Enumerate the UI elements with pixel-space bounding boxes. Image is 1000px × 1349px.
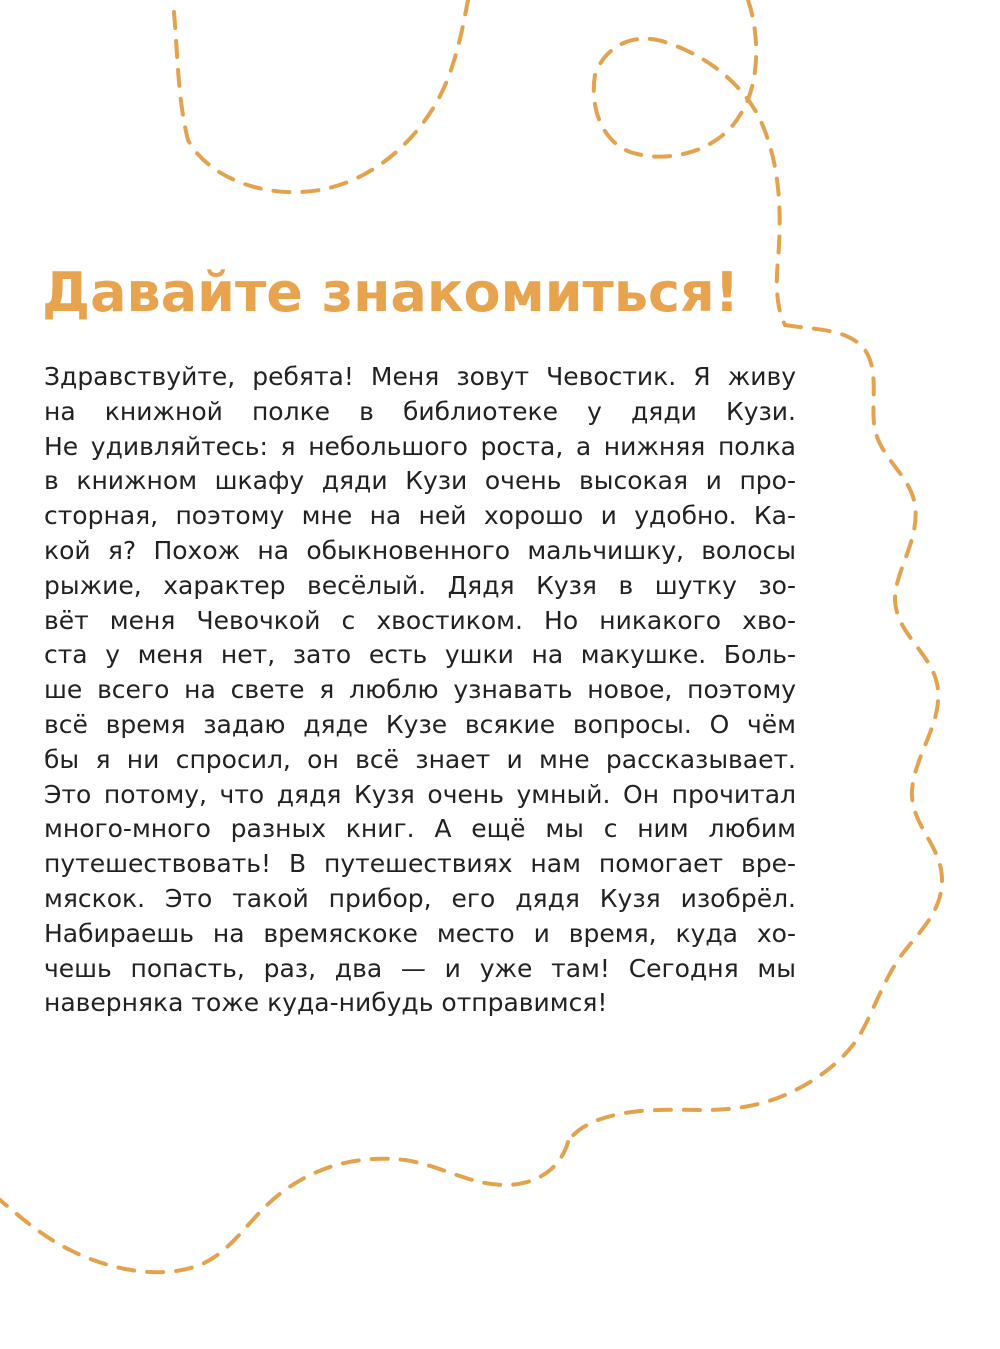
intro-text-block <box>44 360 796 1021</box>
dashed-swoop-bottom <box>0 1142 568 1272</box>
text-line: наверняка тоже куда-нибудь отправимся! <box>44 988 608 1018</box>
text-line: чешь попасть, раз, два — и уже там! Сегодня мы <box>44 953 796 983</box>
text-line: сторная, поэтому мне на ней хорошо и удобно. Ка- <box>44 501 796 531</box>
text-line: Не удивляйтесь: я небольшого роста, а нижняя полка <box>44 431 796 461</box>
text-line: в книжном шкафу дяди Кузи очень высокая и про- <box>44 466 796 496</box>
text-line: много-много разных книг. А ещё мы с ним любим <box>44 814 796 844</box>
text-line: путешествовать! В путешествиях нам помогает вре- <box>44 849 796 879</box>
text-line: Здравствуйте, ребята! Меня зовут Чевостик. Я живу <box>44 362 796 391</box>
text-line: бы я ни спросил, он всё знает и мне рассказывает. <box>44 744 796 774</box>
text-line: ше всего на свете я люблю узнавать новое, поэтому <box>44 675 796 705</box>
text-line: ста у меня нет, зато есть ушки на макушке. Боль- <box>44 640 796 670</box>
text-line: Это потому, что дядя Кузя очень умный. Он прочитал <box>44 779 796 809</box>
text-line: рыжие, характер весёлый. Дядя Кузя в шутку зо- <box>44 570 796 600</box>
text-line: всё время задаю дяде Кузе всякие вопросы. О чём <box>44 709 796 739</box>
text-line: кой я? Похож на обыкновенного мальчишку, волосы <box>44 535 796 565</box>
text-line: мяскок. Это такой прибор, его дядя Кузя изобрёл. <box>44 883 796 913</box>
text-line: на книжной полке в библиотеке у дяди Кузи. <box>44 396 796 426</box>
page-title: Давайте знакомиться! <box>42 261 740 324</box>
text-line: вёт меня Чевочкой с хвостиком. Но никакого хво- <box>44 605 796 635</box>
dashed-swoop-top-left <box>174 0 468 192</box>
text-line: Набираешь на времяскоке место и время, куда хо- <box>44 918 796 948</box>
